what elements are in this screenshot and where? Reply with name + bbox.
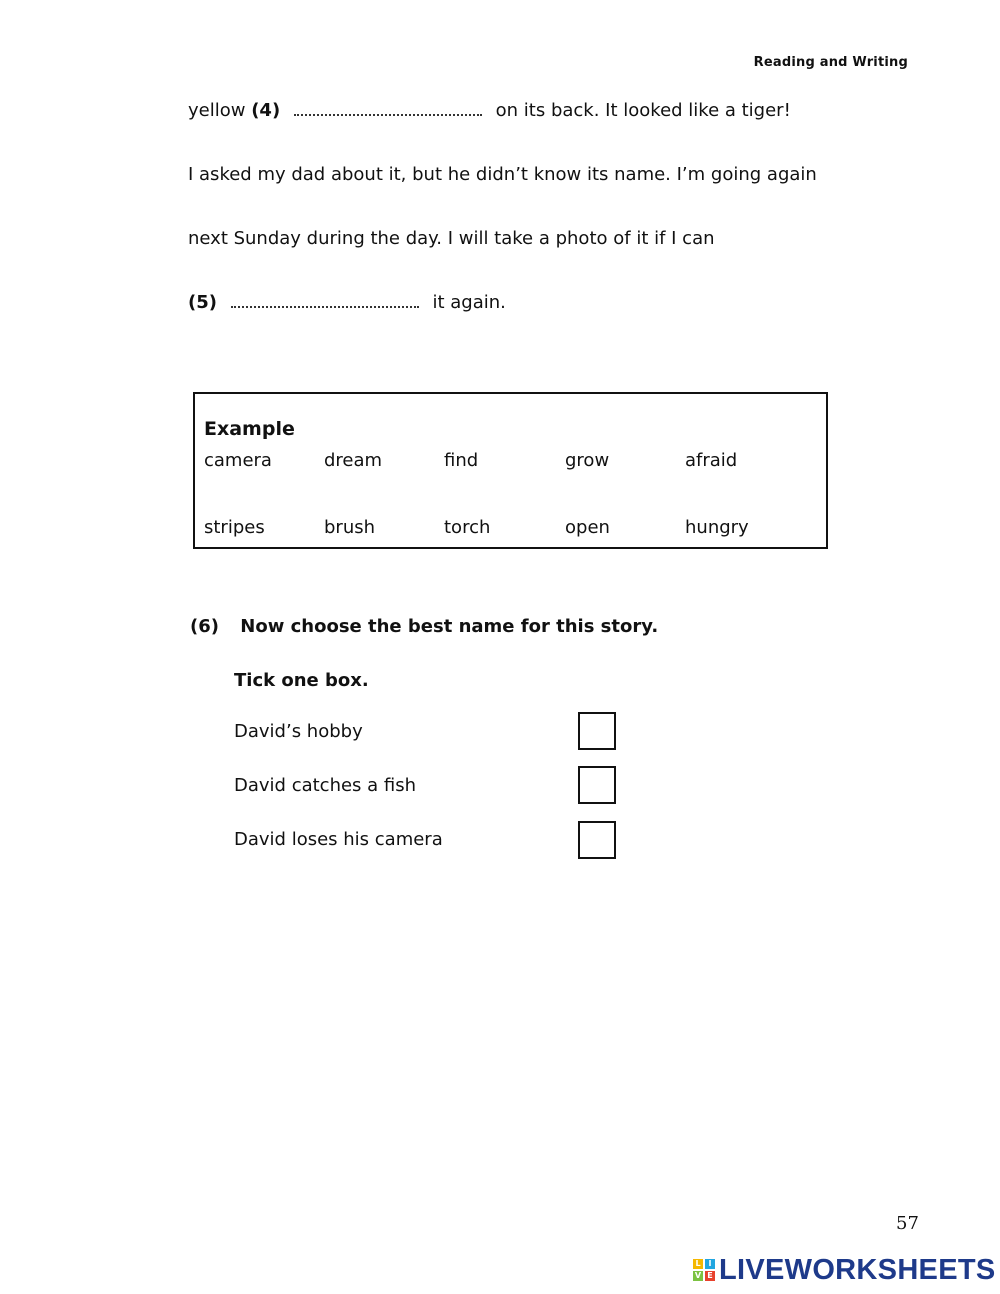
question-prompt: Now choose the best name for this story. — [240, 616, 659, 637]
passage-text: yellow — [188, 100, 246, 121]
logo-letter: E — [705, 1271, 715, 1281]
option-checkbox-1[interactable] — [578, 712, 616, 750]
word-hungry: hungry — [685, 517, 749, 538]
word-find: find — [444, 450, 479, 471]
word-stripes: stripes — [204, 517, 265, 538]
gap-number-5: (5) — [188, 292, 217, 313]
option-checkbox-2[interactable] — [578, 766, 616, 804]
liveworksheets-logo — [693, 1253, 996, 1287]
word-box-label: Example — [204, 418, 295, 440]
gap-number-4: (4) — [251, 100, 281, 121]
logo-letter: L — [693, 1259, 703, 1269]
passage-text: on its back. It looked like a tiger! — [495, 100, 791, 121]
option-label-2: David catches a fish — [234, 775, 417, 796]
word-afraid: afraid — [685, 450, 738, 471]
tick-instruction: Tick one box. — [234, 670, 369, 691]
word-dream: dream — [324, 450, 383, 471]
passage-line-2: I asked my dad about it, but he didn’t know its name. I’m going again — [188, 164, 817, 185]
question-number: (6) — [190, 616, 219, 637]
word-brush: brush — [324, 517, 376, 538]
logo-text: LIVEWORKSHEETS — [719, 1253, 996, 1286]
answer-blank-4[interactable] — [294, 114, 482, 116]
logo-mark-icon — [693, 1259, 715, 1281]
page-number: 57 — [896, 1213, 919, 1234]
option-checkbox-3[interactable] — [578, 821, 616, 859]
word-box — [193, 392, 828, 549]
word-open: open — [565, 517, 610, 538]
logo-letter: V — [694, 1271, 702, 1280]
option-label-1: David’s hobby — [234, 721, 363, 742]
word-camera: camera — [204, 450, 272, 471]
word-torch: torch — [444, 517, 491, 538]
passage-line-1 — [188, 99, 791, 123]
logo-letter: I — [705, 1259, 715, 1269]
answer-blank-5[interactable] — [231, 306, 419, 308]
word-grow: grow — [565, 450, 610, 471]
section-header: Reading and Writing — [753, 55, 908, 70]
option-label-3: David loses his camera — [234, 829, 443, 850]
passage-text: it again. — [432, 292, 506, 313]
question-6 — [190, 616, 658, 637]
passage-line-3: next Sunday during the day. I will take a photo of it if I can — [188, 228, 715, 249]
passage-line-4 — [188, 291, 506, 315]
